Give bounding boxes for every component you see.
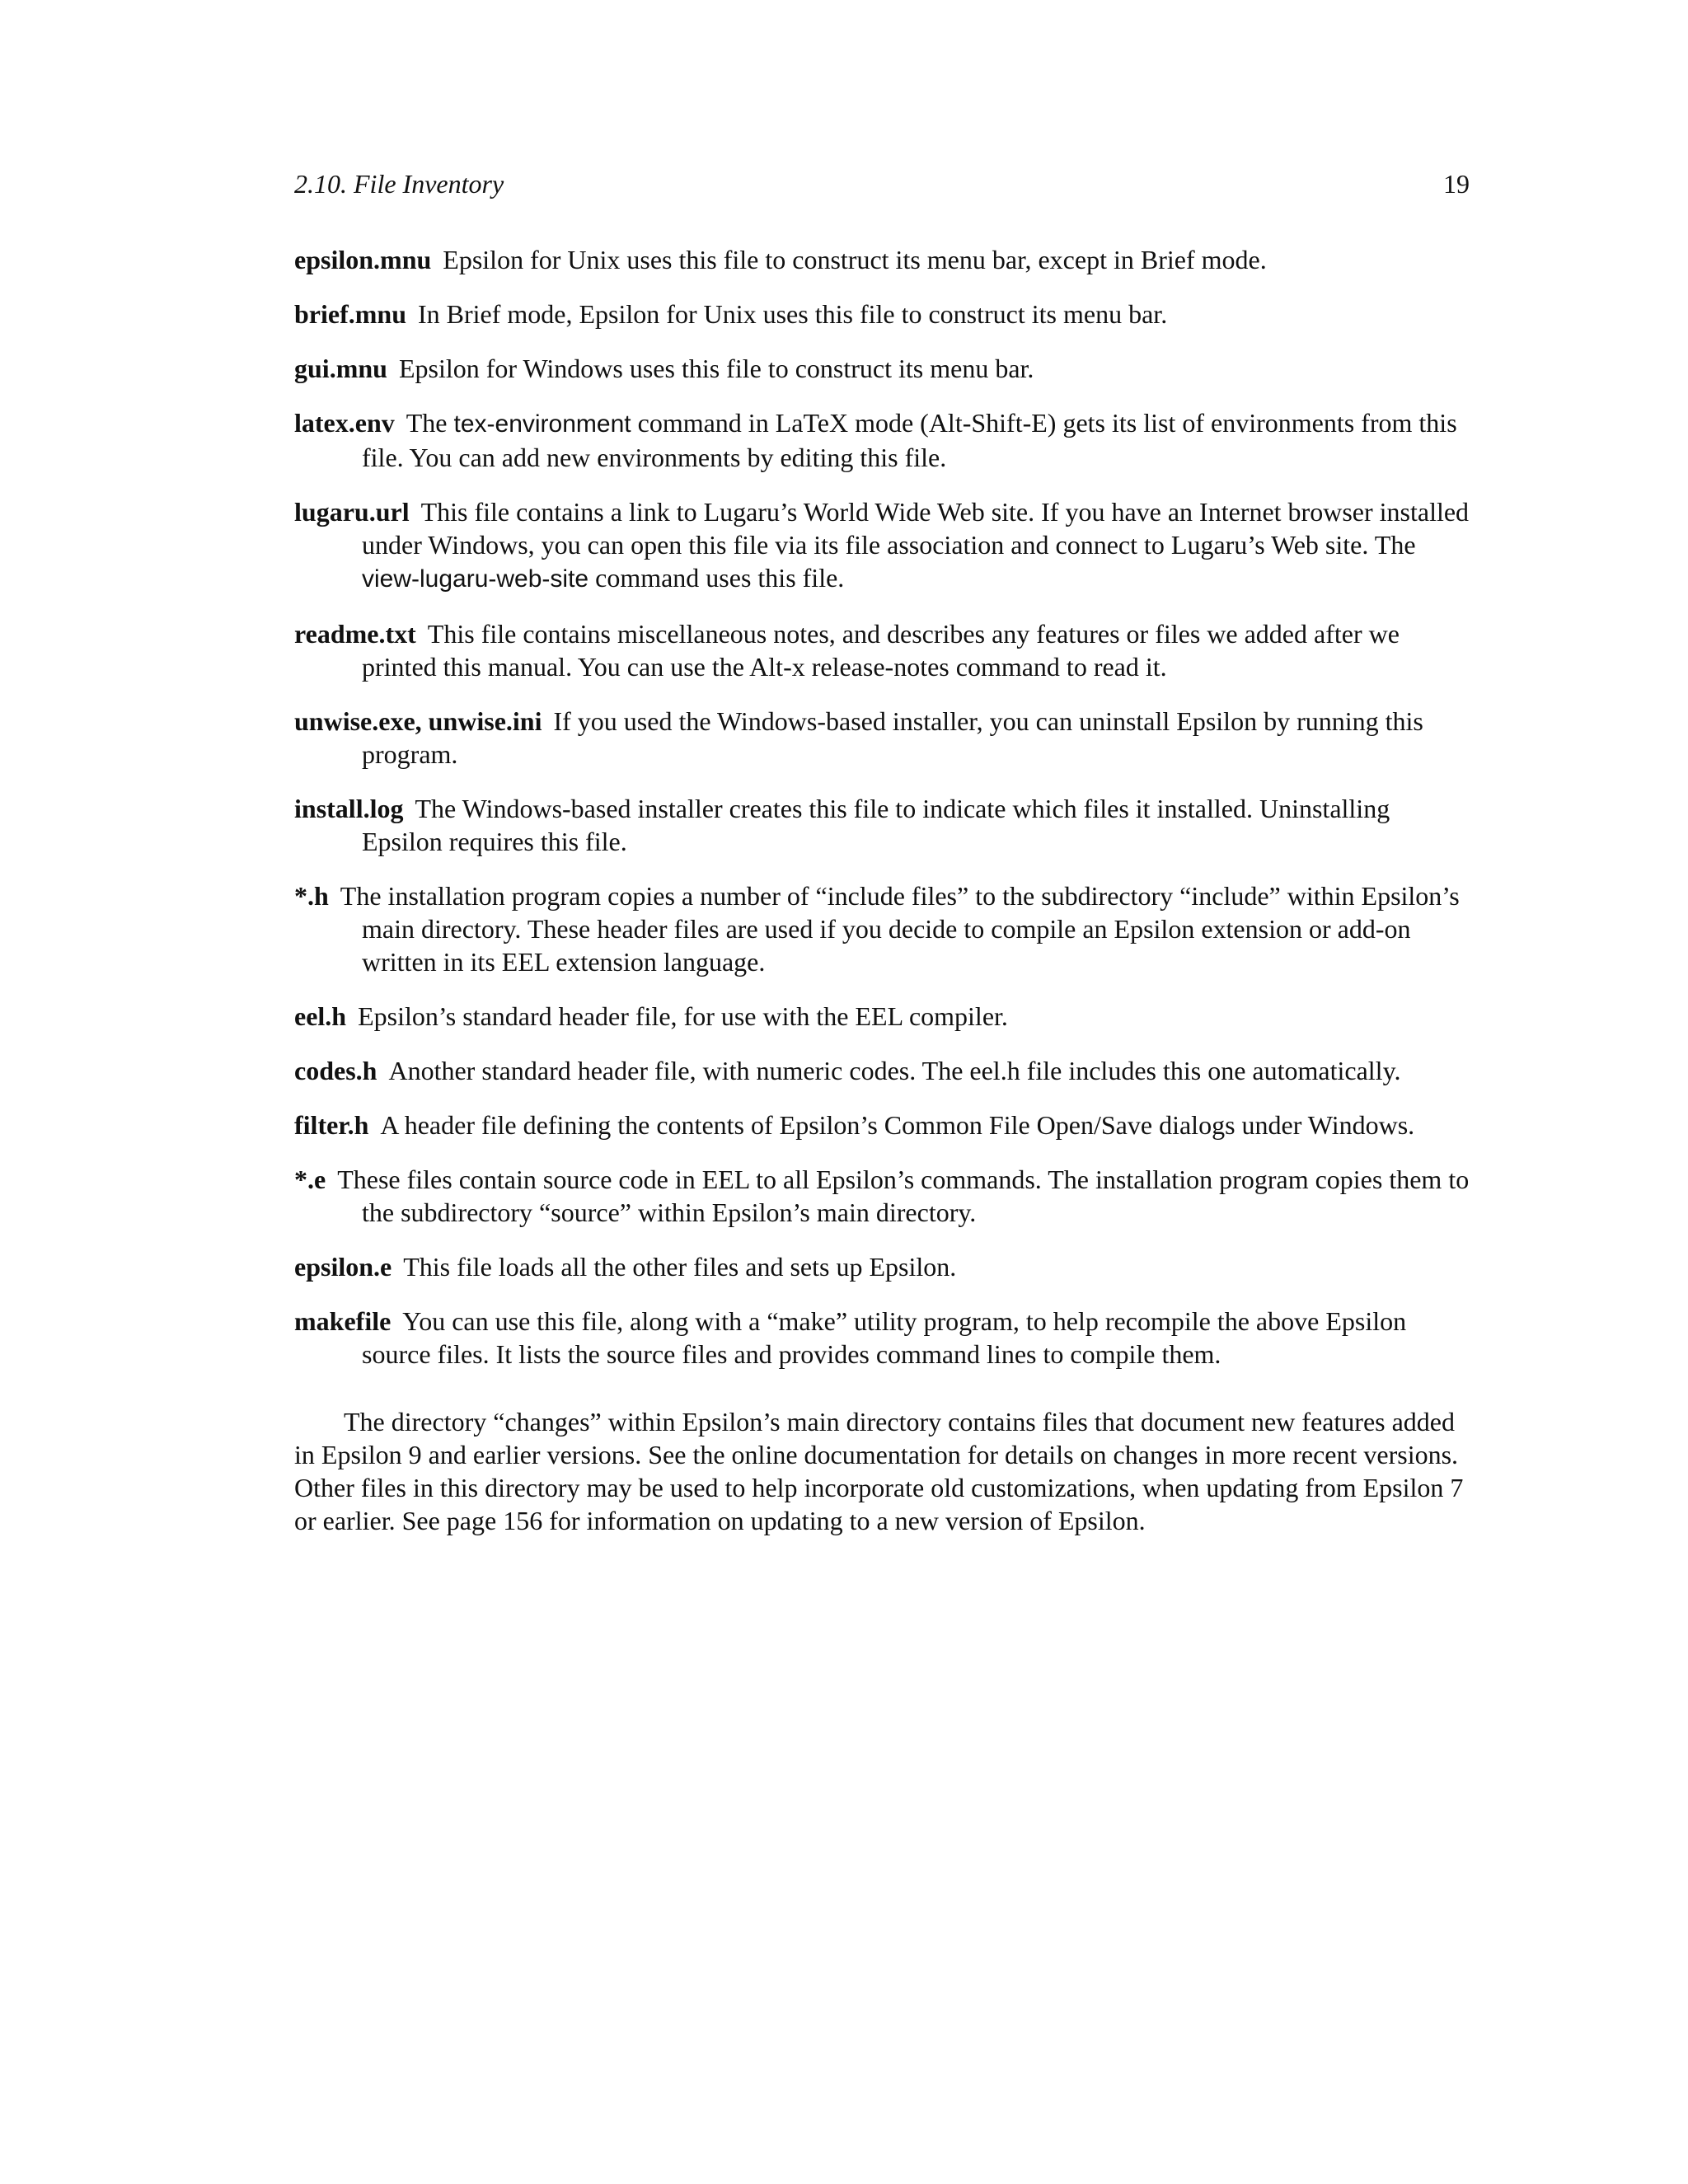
file-entry [294, 1108, 1470, 1141]
running-header [294, 167, 1470, 200]
file-description: Epsilon for Unix uses this file to construct its menu bar, except in Brief mode. [443, 245, 1267, 274]
file-entry [294, 298, 1470, 330]
document-page [294, 167, 1470, 1537]
file-description: This file contains a link to Lugaru’s World Wide Web site. If you have an Internet browser installed under Windows, you can open this file via its file association and connect to Lugaru’s Web site. The [362, 497, 1470, 560]
file-name: readme.txt [294, 619, 416, 649]
file-name: eel.h [294, 1001, 347, 1031]
file-name: latex.env [294, 408, 395, 438]
file-description: Another standard header file, with numeric codes. The eel.h file includes this one automatically. [388, 1056, 1401, 1085]
file-name: install.log [294, 794, 404, 823]
file-name: epsilon.mnu [294, 245, 432, 274]
file-entry [294, 1163, 1470, 1229]
file-entry [294, 792, 1470, 858]
file-description-continued: command uses this file. [588, 563, 845, 593]
file-name: lugaru.url [294, 497, 410, 527]
file-description: These files contain source code in EEL to all Epsilon’s commands. The installation program copies them to the subdirectory “source” within Epsilon’s main directory. [337, 1165, 1470, 1227]
file-entry [294, 1054, 1470, 1087]
file-entry [294, 879, 1470, 978]
command-name: tex-environment [453, 410, 631, 438]
file-entry [294, 1000, 1470, 1033]
file-entry [294, 243, 1470, 276]
file-name: brief.mnu [294, 299, 406, 329]
file-name: codes.h [294, 1056, 377, 1085]
file-name: epsilon.e [294, 1252, 392, 1282]
file-description: Epsilon for Windows uses this file to construct its menu bar. [398, 354, 1034, 383]
file-name: unwise.exe, unwise.ini [294, 706, 542, 736]
section-title: 2.10. File Inventory [294, 169, 504, 199]
file-description: If you used the Windows-based installer, you can uninstall Epsilon by running this program. [362, 706, 1423, 769]
file-description: You can use this file, along with a “make” utility program, to help recompile the above Epsilon source files. It lists the source files and provides command lines to compile them. [362, 1306, 1407, 1369]
file-entry [294, 617, 1470, 683]
file-description-continued: command in LaTeX mode (Alt-Shift-E) gets its list of environments from this file. You can add new environments by editing this file. [362, 408, 1457, 472]
file-description: In Brief mode, Epsilon for Unix uses this file to construct its menu bar. [418, 299, 1168, 329]
file-entry [294, 352, 1470, 385]
file-entry [294, 495, 1470, 596]
file-entry [294, 705, 1470, 771]
file-description: A header file defining the contents of Epsilon’s Common File Open/Save dialogs under Windows. [380, 1110, 1415, 1140]
file-entry [294, 1250, 1470, 1283]
file-entry [294, 406, 1470, 474]
file-description: The Windows-based installer creates this file to indicate which files it installed. Uninstalling Epsilon requires this file. [362, 794, 1390, 856]
command-name: view-lugaru-web-site [362, 565, 589, 593]
file-name: *.e [294, 1165, 326, 1194]
file-inventory-list [294, 243, 1470, 1371]
page-number: 19 [1443, 169, 1470, 199]
file-name: filter.h [294, 1110, 369, 1140]
file-name: gui.mnu [294, 354, 387, 383]
file-description: The [406, 408, 454, 438]
file-description: This file contains miscellaneous notes, and describes any features or files we added after we printed this manual. You can use the Alt-x release-notes command to read it. [362, 619, 1400, 682]
file-name: *.h [294, 881, 329, 911]
file-entry [294, 1305, 1470, 1371]
file-name: makefile [294, 1306, 392, 1336]
file-description: This file loads all the other files and sets up Epsilon. [403, 1252, 957, 1282]
closing-paragraph: The directory “changes” within Epsilon’s main directory contains files that document new features added in Epsilon 9 and earlier versions. See the online documentation for details on changes in more recent versions. Other files in this directory may be used to help incorporate old customizations, when updating from Epsilon 7 or earlier. See page 156 for information on updating to a new version of Epsilon. [294, 1407, 1464, 1535]
file-description: Epsilon’s standard header file, for use with the EEL compiler. [358, 1001, 1008, 1031]
file-description: The installation program copies a number of “include files” to the subdirectory “include” within Epsilon’s main directory. These header files are used if you decide to compile an Epsilon extension or add-on written in its EEL extension language. [340, 881, 1460, 977]
